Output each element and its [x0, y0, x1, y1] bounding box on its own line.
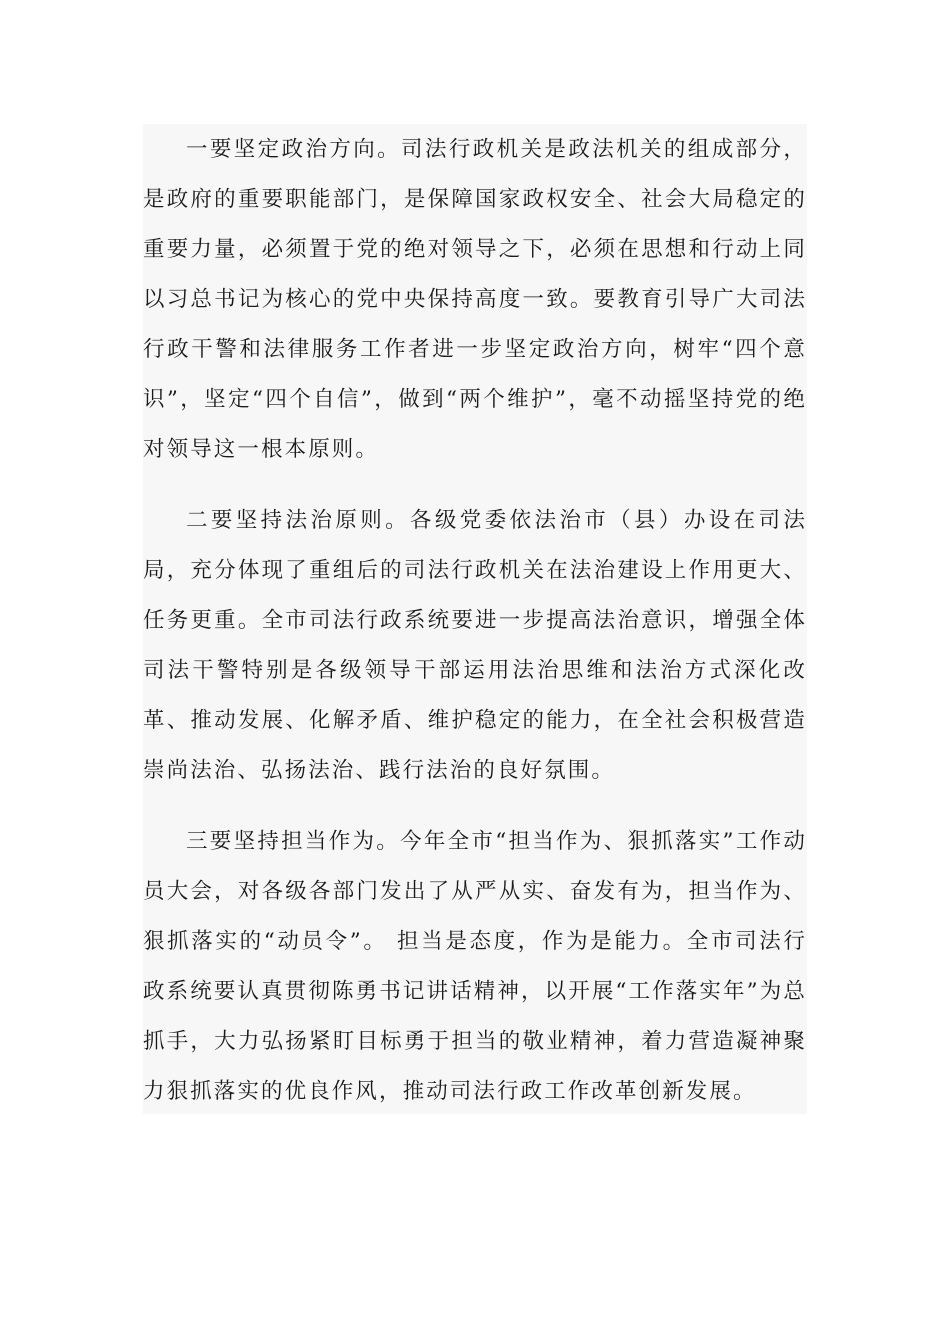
paragraph-political-direction: 一要坚定政治方向。司法行政机关是政法机关的组成部分，是政府的重要职能部门，是保障国家政权安全、社会大局稳定的重要力量，必须置于党的绝对领导之下，必须在思想和行动上同以习总书记为核心的党中央保持高度一致。要教育引导广大司法行政干警和法律服务工作者进一步坚定政治方向，树牢“四个意识”，坚定“四个自信”，做到“两个维护”，毫不动摇坚持党的绝对领导这一根本原则。: [143, 137, 807, 462]
paragraph-responsibility: 三要坚持担当作为。今年全市“担当作为、狠抓落实”工作动员大会，对各级各部门发出了从严从实、奋发有为，担当作为、狠抓落实的“动员令”。 担当是态度，作为是能力。全市司法行政系统要认真贯彻陈勇书记讲话精神，以开展“工作落实年”为总抓手，大力弘扬紧盯目标勇于担当的敬业精神，着力营造凝神聚力狠抓落实的优良作风，推动司法行政工作改革创新发展。: [143, 829, 807, 1104]
document-body: [143, 124, 807, 1114]
paragraph-rule-of-law: 二要坚持法治原则。各级党委依法治市（县）办设在司法局，充分体现了重组后的司法行政机关在法治建设上作用更大、任务更重。全市司法行政系统要进一步提高法治意识，增强全体司法干警特别是各级领导干部运用法治思维和法治方式深化改革、推动发展、化解矛盾、维护稳定的能力，在全社会积极营造崇尚法治、弘扬法治、践行法治的良好氛围。: [143, 508, 807, 783]
